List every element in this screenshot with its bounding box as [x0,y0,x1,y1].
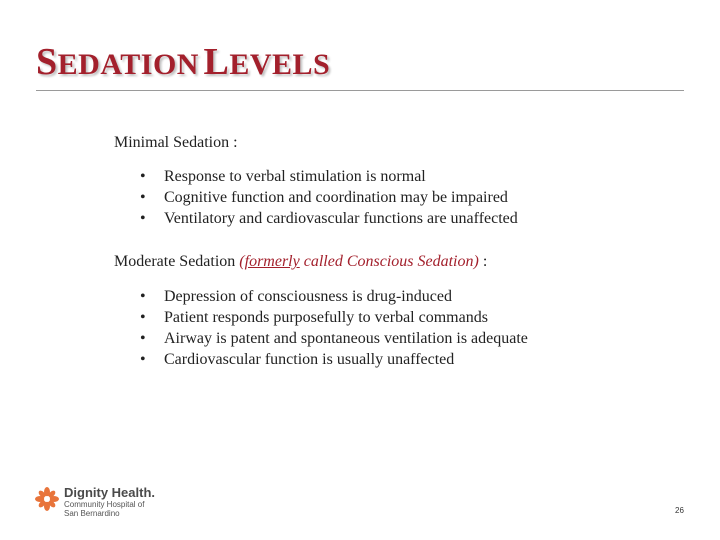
dignity-health-logo-icon [34,486,60,512]
moderate-note [239,253,479,270]
note-rest: called Conscious Sedation) [299,253,479,270]
title-initial-l: L [203,41,230,83]
minimal-bullet-2: • Cognitive function and coordination may be impaired [140,187,518,208]
page-number: 26 [675,506,684,515]
note-underlined: formerly [244,253,300,270]
moderate-heading-lead: Moderate Sedation [114,253,240,270]
logo-name: Dignity Health. [64,485,156,500]
title-divider [36,90,684,91]
moderate-bullet-1: • Depression of consciousness is drug-induced [140,286,528,307]
moderate-bullet-4: • Cardiovascular function is usually unaffected [140,349,528,370]
logo-text [64,486,155,518]
moderate-bullet-2: • Patient responds purposefully to verbal commands [140,307,528,328]
note-open: ( [239,253,245,270]
moderate-bullet-list [140,286,528,370]
title-rest-2: EVELS [229,48,331,81]
moderate-heading-tail: : [478,253,488,270]
minimal-heading: Minimal Sedation : [114,134,238,151]
moderate-heading [114,253,487,271]
title-rest-1: EDATION [57,48,199,81]
title-initial-s: S [36,41,58,83]
logo-line-1: Community Hospital of [64,500,145,509]
minimal-bullet-3: • Ventilatory and cardiovascular functions are unaffected [140,208,518,229]
minimal-bullet-1: • Response to verbal stimulation is normal [140,166,518,187]
dignity-health-logo [34,486,155,518]
moderate-bullet-3: • Airway is patent and spontaneous ventilation is adequate [140,328,528,349]
logo-line-2: San Bernardino [64,509,120,518]
minimal-bullet-list [140,166,518,229]
slide-title [36,40,330,84]
